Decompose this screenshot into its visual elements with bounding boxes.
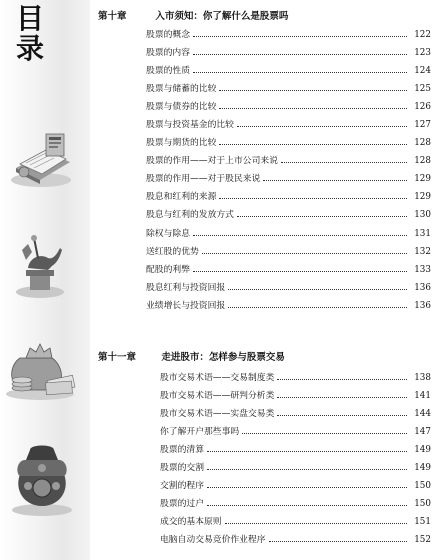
toc-heading-char-2: 录 [15,32,44,65]
toc-entry-title: 股票的过户 [160,499,204,510]
toc-leader-dots [277,405,407,416]
toc-entry-title: 股票的清算 [160,445,204,456]
toc-entry-title: 股票的作用——对于上市公司来说 [146,156,278,167]
toc-entry-title: 股息和红利的来源 [146,192,217,203]
toc-entry[interactable] [160,369,431,387]
toc-entry-title: 你了解开户那些事吗 [160,427,240,438]
toc-entry-title: 股市交易术语——实盘交易类 [160,409,275,420]
toc-entry-page: 122 [414,30,431,40]
toc-entry-page: 136 [414,282,431,293]
toc-entry[interactable] [146,170,431,188]
toc-entry[interactable] [160,387,431,405]
toc-entry-title: 除权与除息 [146,228,190,239]
toc-entry[interactable] [160,423,431,441]
toc-entry-page: 147 [414,427,431,438]
toc-entry-page: 128 [414,156,431,167]
toc-entry[interactable] [146,116,431,134]
toc-entry-page: 133 [414,264,431,275]
toc-entry-title: 股票的性质 [146,66,190,77]
toc-entry[interactable] [146,152,431,170]
toc-entry-title: 股市交易术语——交易制度类 [160,373,275,383]
toc-list [160,369,431,549]
toc-leader-dots [277,369,407,380]
toc-entry[interactable] [160,513,431,531]
toc-entry[interactable] [146,62,431,80]
toc-entry-page: 150 [414,499,431,510]
toc-entry-page: 131 [414,228,431,239]
chapter-title: 入市须知：你了解什么是股票吗 [155,11,289,22]
toc-leader-dots [228,279,407,290]
toc-leader-dots [193,26,407,37]
toc-entry[interactable] [146,225,431,243]
stock-book-icon [6,128,76,190]
toc-leader-dots [277,387,407,398]
toc-entry-title: 股票与储蓄的比较 [146,84,217,95]
toc-entry[interactable] [146,188,431,206]
toc-entry-page: 129 [414,192,431,203]
sidebar [0,0,90,560]
toc-leader-dots [202,243,407,254]
toc-entry[interactable] [146,206,431,224]
toc-leader-dots [219,98,407,109]
toc-entry[interactable] [146,98,431,116]
toc-heading [10,4,50,64]
toc-entry-page: 149 [414,463,431,474]
toc-leader-dots [193,261,407,272]
toc-leader-dots [193,225,407,236]
ornamental-vase-icon [6,440,78,518]
toc-entry-title: 交割的程序 [160,481,204,492]
chapter-number: 第十章 [98,11,127,22]
toc-entry-page: 136 [414,300,431,311]
toc-entry-page: 151 [414,517,431,528]
toc-list [146,26,431,315]
toc-entry[interactable] [160,405,431,423]
toc-entry-page: 123 [414,48,431,59]
toc-leader-dots [225,513,407,524]
toc-leader-dots [207,477,407,488]
toc-entry[interactable] [160,477,431,495]
toc-entry-title: 股票与期货的比较 [146,138,217,149]
toc-entry[interactable] [146,44,431,62]
money-bag-icon [0,336,80,402]
toc-entry-title: 送红股的优势 [146,246,199,257]
toc-entry-title: 股息与红利的发放方式 [146,210,234,221]
toc-entry-page: 130 [414,210,431,221]
toc-entry[interactable] [160,459,431,477]
toc-leader-dots [219,134,407,145]
toc-leader-dots [219,188,407,199]
toc-leader-dots [263,170,407,181]
toc-entry-page: 127 [414,120,431,131]
toc-entry-title: 股票的作用——对于股民来说 [146,174,261,185]
toc-entry-title: 股票的概念 [146,30,190,40]
toc-entry-page: 132 [414,246,431,257]
toc-entry-page: 129 [414,174,431,185]
toc-entry-page: 126 [414,102,431,113]
toc-entry[interactable] [146,297,431,315]
toc-entry-title: 股票与债券的比较 [146,102,217,113]
toc-leader-dots [281,152,407,163]
toc-leader-dots [207,459,407,470]
toc-entry-page: 144 [414,409,431,420]
toc-entry[interactable] [160,441,431,459]
toc-leader-dots [207,495,407,506]
toc-leader-dots [219,80,407,91]
toc-leader-dots [207,441,407,452]
toc-entry-page: 128 [414,138,431,149]
toc-entry-title: 电脑自动交易竞价作业程序 [160,535,266,546]
toc-entry[interactable] [146,26,431,44]
toc-entry[interactable] [146,243,431,261]
toc-entry-title: 业绩增长与投资回报 [146,300,226,311]
toc-entry-title: 股票的交割 [160,463,204,474]
toc-entry[interactable] [160,495,431,513]
toc-leader-dots [228,297,407,308]
toc-entry[interactable] [146,80,431,98]
toc-entry[interactable] [146,279,431,297]
toc-entry-title: 股票与投资基金的比较 [146,120,234,131]
chapter-number: 第十一章 [98,352,137,363]
toc-entry-title: 股票的内容 [146,48,190,59]
toc-entry-page: 150 [414,481,431,492]
toc-entry-title: 股市交易术语——研判分析类 [160,391,275,402]
toc-entry-page: 125 [414,84,431,95]
chapter-heading [98,8,288,22]
toc-leader-dots [193,44,407,55]
toc-entry-title: 配股的利弊 [146,264,190,275]
chapter-title: 走进股市：怎样参与股票交易 [161,352,285,363]
bull-statue-icon [8,230,72,300]
toc-entry-page: 149 [414,445,431,456]
toc-entry-page: 138 [414,373,431,383]
toc-leader-dots [269,531,407,542]
toc-entry[interactable] [146,134,431,152]
toc-entry[interactable] [146,261,431,279]
toc-entry[interactable] [160,531,431,549]
toc-entry-page: 124 [414,66,431,77]
chapter-heading [98,349,285,363]
toc-heading-char-1: 目 [15,2,44,35]
toc-leader-dots [242,423,407,434]
toc-entry-page: 152 [414,535,431,546]
toc-entry-page: 141 [414,391,431,402]
toc-leader-dots [237,116,407,127]
toc-entry-title: 成交的基本原则 [160,517,222,528]
toc-leader-dots [237,206,407,217]
toc-leader-dots [193,62,407,73]
toc-entry-title: 股息红利与投资回报 [146,282,226,293]
